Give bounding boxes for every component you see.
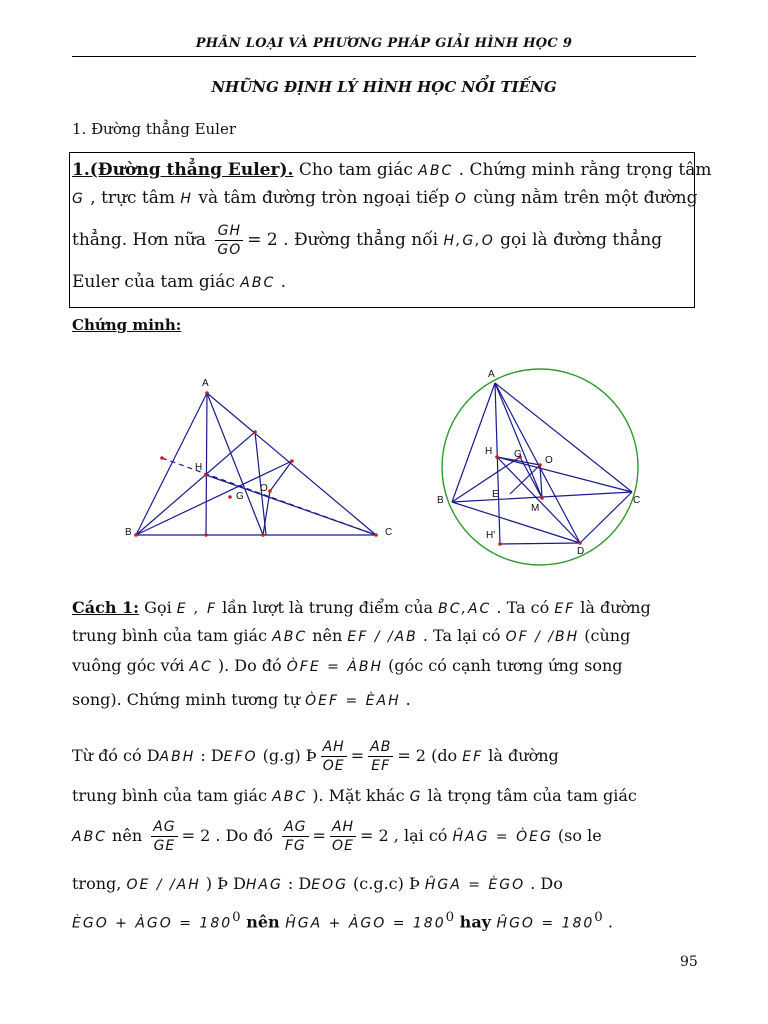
label-h: H [485,446,493,457]
text: (cùng [579,626,631,645]
text: trong, [72,874,127,893]
text: , trực tâm [84,188,181,208]
text: thẳng. Hơn nữa [72,230,212,250]
text: ) Þ D [200,874,246,893]
denominator: OE [332,838,354,854]
numerator: AH [331,819,355,835]
text: gọi là đường thẳng [494,230,663,250]
proof-line-2 [72,786,637,805]
label-g: G [514,449,522,460]
math: ABC [240,275,276,291]
proof-line-5 [72,910,613,931]
method-label: Cách 1: [72,598,140,617]
math: ĤGA + ÀGO = 180 [285,915,446,932]
text: . Ta có [491,598,555,617]
label-b: B [437,495,444,506]
left-labels [125,378,392,538]
text: . Do [525,874,563,893]
problem-line-4 [72,272,286,292]
text: = 2 (do [397,746,463,765]
math: G [409,789,423,805]
text: : D [282,874,312,893]
text: . Ta lại có [417,626,506,645]
numerator: AG [284,819,307,835]
numerator: AG [153,819,176,835]
math: EF [554,601,576,617]
text: hay [454,912,497,932]
math: ABC [272,629,308,645]
method1-line-2 [72,626,630,645]
math: H,G,O [443,233,495,249]
text: : D [195,746,224,765]
fraction [282,818,308,855]
text: ). Do đó [212,656,287,675]
proof-line-1 [72,738,559,775]
superscript: 0 [232,910,241,925]
left-triangle-figure [136,393,376,535]
text: . [275,272,287,292]
running-header: PHÂN LOẠI VÀ PHƯƠNG PHÁP GIẢI HÌNH HỌC 9 [195,36,573,51]
fraction [368,738,393,775]
text: lần lượt là trung điểm của [217,598,439,617]
fraction [215,222,243,259]
text: cùng nằm trên một đường [467,188,698,208]
text: Gọi [139,598,177,617]
denominator: GE [153,838,176,854]
math: ABC [72,829,107,845]
fraction [330,818,356,855]
math: BC,AC [438,601,492,617]
label-h: H [195,462,203,473]
proof-line-4 [72,874,563,893]
label-b: B [125,527,132,538]
denominator: EF [371,758,391,774]
math: H [180,191,193,207]
proof-line-3 [72,818,602,855]
text: . [602,912,613,932]
right-circle-figure [437,369,640,565]
header-rule [72,56,696,57]
math: E , F [176,601,218,617]
denominator: GO [217,242,242,258]
text: là trọng tâm của tam giác [422,786,637,805]
page-number: 95 [680,954,698,970]
math: EOG [311,877,348,893]
math: ABC [418,163,454,179]
text: . [400,690,411,709]
superscript: 0 [445,910,455,925]
math: ÒFE = ÀBH [286,659,384,675]
label-o: O [260,483,268,494]
left-points [134,391,378,537]
label-c: C [385,527,393,538]
text: trung bình của tam giác [72,626,273,645]
text: (góc có cạnh tương ứng song [383,656,623,675]
fraction [151,818,177,855]
math: EF / /AB [347,629,418,645]
math: ÒEF = ÈAH [305,693,401,709]
text: (c.g.c) Þ [347,874,425,893]
math: HAG [245,877,283,893]
text: Euler của tam giác [72,272,241,292]
math: ABH [159,749,196,765]
text: = 2 , lại có [360,826,453,845]
text: song). Chứng minh tương tự [72,690,306,709]
section-heading: 1. Đường thẳng Euler [72,120,237,138]
problem-line-2 [72,188,698,208]
equals: = [350,746,365,765]
problem-line-1 [72,160,712,180]
fraction [321,738,347,775]
label-g: G [236,491,244,502]
method1-line-4 [72,690,411,709]
text: và tâm đường tròn ngoại tiếp [192,188,455,208]
text: Từ đó có D [72,746,160,765]
text: nên [106,826,148,845]
text: = 2 . Đường thẳng nối [247,230,444,250]
label-o: O [545,455,553,466]
math: ÈGO + ÀGO = 180 [72,915,233,932]
math: ĤAG = ÒEG [452,829,553,845]
text: (so le [552,826,602,845]
text: Cho tam giác [293,160,419,180]
label-a: A [202,378,209,389]
equals: = [312,826,326,845]
label-e: E [492,489,499,500]
problem-line-3 [72,222,662,259]
text: ). Mặt khác [307,786,410,805]
text: (g.g) Þ [257,746,317,765]
numerator: AB [370,739,392,755]
math: EFO [223,749,258,765]
denominator: OE [322,758,345,774]
text: là đường [483,746,559,765]
math: O [454,191,468,207]
math: OE / /AH [126,877,201,893]
problem-label: 1.(Đường thẳng Euler). [72,160,294,180]
label-d: D [577,546,585,557]
math: AC [189,659,213,675]
math: ABC [272,789,308,805]
method1-line-1 [72,598,651,617]
numerator: AH [322,739,345,755]
denominator: FG [284,838,306,854]
text: nên [240,912,286,932]
chapter-title: NHỮNG ĐỊNH LÝ HÌNH HỌC NỔI TIẾNG [211,78,557,96]
math: EF [462,749,484,765]
text: vuông góc với [72,656,190,675]
text: trung bình của tam giác [72,786,273,805]
text: là đường [575,598,651,617]
label-a: A [488,369,495,380]
math: OF / /BH [505,629,580,645]
math: G [72,191,85,207]
label-m: M [531,503,540,514]
proof-label: Chứng minh: [72,316,182,334]
text: = 2 . Do đó [181,826,279,845]
label-c: C [633,495,641,506]
label-h-prime: H' [486,530,496,541]
text: nên [307,626,348,645]
numerator: GH [215,222,243,241]
method1-line-3 [72,656,623,675]
geometry-figures [100,360,660,570]
math: ĤGO = 180 [496,915,595,932]
text: . Chứng minh rằng trọng tâm [453,160,712,180]
math: ĤGA = ÈGO [424,877,526,893]
superscript: 0 [594,910,603,925]
